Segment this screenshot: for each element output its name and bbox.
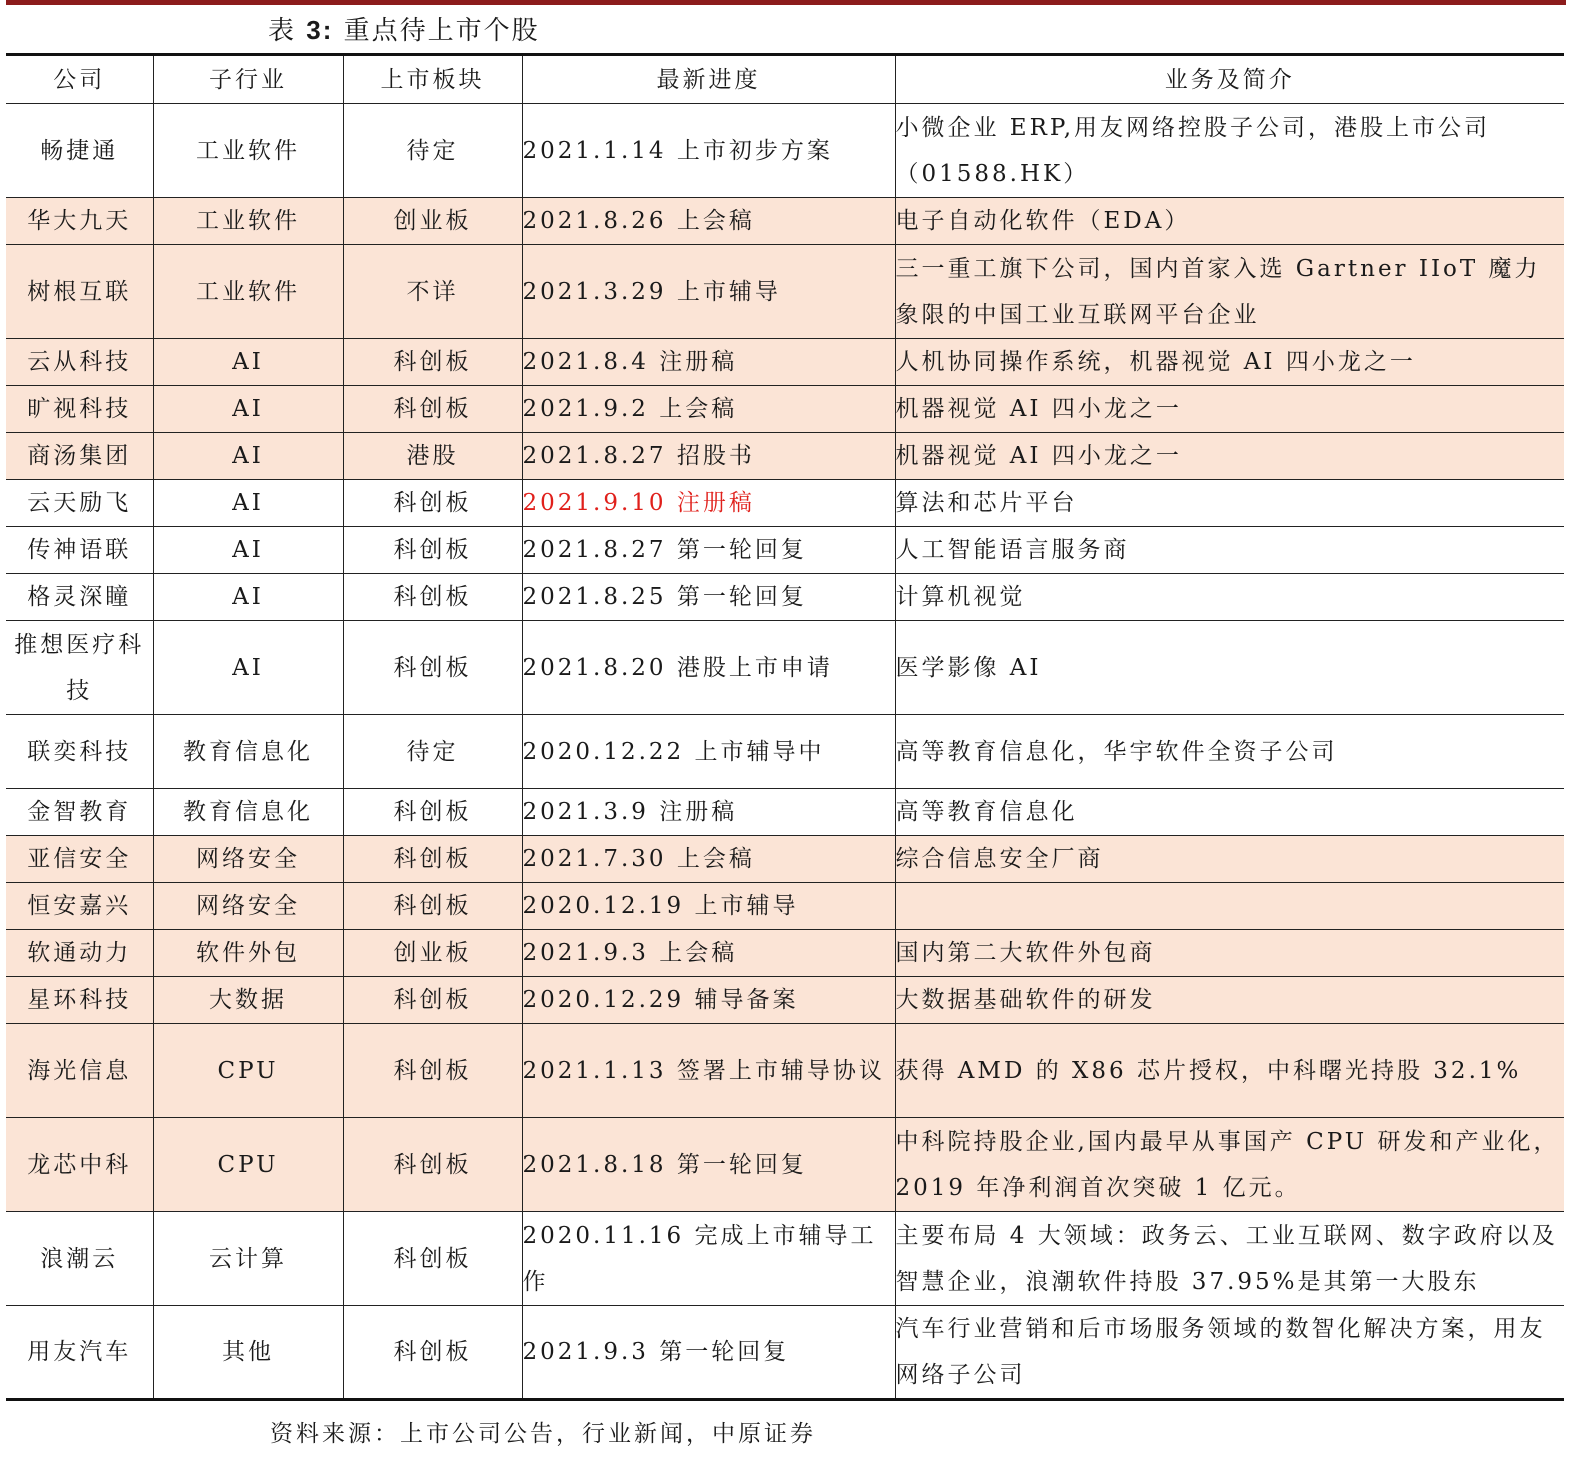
board-cell: 创业板	[343, 930, 522, 977]
company-cell: 海光信息	[6, 1024, 153, 1118]
company-cell: 云从科技	[6, 339, 153, 386]
progress-cell: 2020.12.19 上市辅导	[522, 883, 895, 930]
table-row	[6, 386, 1564, 433]
company-cell: 旷视科技	[6, 386, 153, 433]
board-cell: 待定	[343, 104, 522, 198]
progress-cell: 2020.11.16 完成上市辅导工作	[522, 1212, 895, 1306]
business-cell: 人工智能语言服务商	[895, 527, 1564, 574]
table-row	[6, 789, 1564, 836]
business-cell: 小微企业 ERP,用友网络控股子公司，港股上市公司（01588.HK）	[895, 104, 1564, 198]
company-cell: 云天励飞	[6, 480, 153, 527]
company-cell: 亚信安全	[6, 836, 153, 883]
progress-cell: 2021.8.18 第一轮回复	[522, 1118, 895, 1212]
progress-cell: 2021.8.20 港股上市申请	[522, 621, 895, 715]
table-row	[6, 339, 1564, 386]
table-row	[6, 977, 1564, 1024]
industry-cell: 网络安全	[153, 836, 343, 883]
board-cell: 科创板	[343, 1306, 522, 1400]
business-cell: 主要布局 4 大领域：政务云、工业互联网、数字政府以及智慧企业，浪潮软件持股 37.95%是其第一大股东	[895, 1212, 1564, 1306]
progress-cell: 2021.9.2 上会稿	[522, 386, 895, 433]
table-title	[268, 10, 540, 50]
business-cell	[895, 883, 1564, 930]
business-cell: 国内第二大软件外包商	[895, 930, 1564, 977]
source-note: 资料来源：上市公司公告，行业新闻，中原证券	[270, 1421, 816, 1447]
industry-cell: 网络安全	[153, 883, 343, 930]
business-cell: 电子自动化软件（EDA）	[895, 198, 1564, 245]
header-row	[6, 55, 1564, 104]
board-cell: 科创板	[343, 1212, 522, 1306]
business-cell: 计算机视觉	[895, 574, 1564, 621]
company-cell: 推想医疗科技	[6, 621, 153, 715]
progress-cell: 2021.8.4 注册稿	[522, 339, 895, 386]
company-cell: 用友汽车	[6, 1306, 153, 1400]
business-cell: 大数据基础软件的研发	[895, 977, 1564, 1024]
board-cell: 科创板	[343, 527, 522, 574]
company-cell: 格灵深瞳	[6, 574, 153, 621]
progress-cell-highlighted: 2021.9.10 注册稿	[522, 480, 895, 527]
progress-cell: 2021.1.14 上市初步方案	[522, 104, 895, 198]
table-row	[6, 836, 1564, 883]
industry-cell: 其他	[153, 1306, 343, 1400]
progress-cell: 2021.3.9 注册稿	[522, 789, 895, 836]
board-cell: 科创板	[343, 386, 522, 433]
board-cell: 不详	[343, 245, 522, 339]
business-cell: 人机协同操作系统，机器视觉 AI 四小龙之一	[895, 339, 1564, 386]
company-cell: 树根互联	[6, 245, 153, 339]
board-cell: 待定	[343, 715, 522, 789]
board-cell: 科创板	[343, 339, 522, 386]
company-cell: 商汤集团	[6, 433, 153, 480]
board-cell: 科创板	[343, 1024, 522, 1118]
table-row	[6, 715, 1564, 789]
header-business: 业务及简介	[895, 55, 1564, 104]
table-row	[6, 104, 1564, 198]
header-company: 公司	[6, 55, 153, 104]
business-cell: 获得 AMD 的 X86 芯片授权，中科曙光持股 32.1%	[895, 1024, 1564, 1118]
board-cell: 创业板	[343, 198, 522, 245]
table-row	[6, 433, 1564, 480]
board-cell: 科创板	[343, 836, 522, 883]
industry-cell: AI	[153, 386, 343, 433]
title-number: 3:	[306, 15, 334, 45]
industry-cell: AI	[153, 339, 343, 386]
company-cell: 软通动力	[6, 930, 153, 977]
industry-cell: AI	[153, 480, 343, 527]
business-cell: 医学影像 AI	[895, 621, 1564, 715]
business-cell: 机器视觉 AI 四小龙之一	[895, 386, 1564, 433]
ipo-stock-table	[6, 53, 1564, 1401]
table-row	[6, 527, 1564, 574]
table-row	[6, 1024, 1564, 1118]
industry-cell: 教育信息化	[153, 789, 343, 836]
industry-cell: 工业软件	[153, 198, 343, 245]
header-progress: 最新进度	[522, 55, 895, 104]
table-row	[6, 1118, 1564, 1212]
table-row	[6, 930, 1564, 977]
business-cell: 机器视觉 AI 四小龙之一	[895, 433, 1564, 480]
company-cell: 恒安嘉兴	[6, 883, 153, 930]
title-prefix: 表	[268, 16, 297, 46]
header-board: 上市板块	[343, 55, 522, 104]
company-cell: 龙芯中科	[6, 1118, 153, 1212]
industry-cell: 大数据	[153, 977, 343, 1024]
table-row	[6, 1306, 1564, 1400]
business-cell: 高等教育信息化	[895, 789, 1564, 836]
progress-cell: 2021.8.27 招股书	[522, 433, 895, 480]
company-cell: 传神语联	[6, 527, 153, 574]
industry-cell: 工业软件	[153, 104, 343, 198]
industry-cell: CPU	[153, 1118, 343, 1212]
industry-cell: AI	[153, 574, 343, 621]
top-rule	[6, 0, 1566, 5]
industry-cell: 教育信息化	[153, 715, 343, 789]
progress-cell: 2021.8.27 第一轮回复	[522, 527, 895, 574]
table-row	[6, 883, 1564, 930]
business-cell: 高等教育信息化，华宇软件全资子公司	[895, 715, 1564, 789]
business-cell: 三一重工旗下公司，国内首家入选 Gartner IIoT 魔力象限的中国工业互联网平台企业	[895, 245, 1564, 339]
industry-cell: 工业软件	[153, 245, 343, 339]
industry-cell: 软件外包	[153, 930, 343, 977]
board-cell: 科创板	[343, 883, 522, 930]
board-cell: 科创板	[343, 1118, 522, 1212]
table-row	[6, 574, 1564, 621]
industry-cell: AI	[153, 433, 343, 480]
board-cell: 科创板	[343, 621, 522, 715]
progress-cell: 2020.12.29 辅导备案	[522, 977, 895, 1024]
industry-cell: CPU	[153, 1024, 343, 1118]
table-row	[6, 621, 1564, 715]
table-row	[6, 245, 1564, 339]
company-cell: 金智教育	[6, 789, 153, 836]
progress-cell: 2021.9.3 上会稿	[522, 930, 895, 977]
progress-cell: 2021.3.29 上市辅导	[522, 245, 895, 339]
title-text: 重点待上市个股	[343, 16, 540, 46]
board-cell: 科创板	[343, 480, 522, 527]
progress-cell: 2020.12.22 上市辅导中	[522, 715, 895, 789]
progress-cell: 2021.8.25 第一轮回复	[522, 574, 895, 621]
board-cell: 科创板	[343, 574, 522, 621]
business-cell: 综合信息安全厂商	[895, 836, 1564, 883]
board-cell: 科创板	[343, 789, 522, 836]
progress-cell: 2021.8.26 上会稿	[522, 198, 895, 245]
company-cell: 浪潮云	[6, 1212, 153, 1306]
table-row	[6, 198, 1564, 245]
business-cell: 汽车行业营销和后市场服务领域的数智化解决方案，用友网络子公司	[895, 1306, 1564, 1400]
industry-cell: 云计算	[153, 1212, 343, 1306]
company-cell: 联奕科技	[6, 715, 153, 789]
table-row	[6, 1212, 1564, 1306]
business-cell: 中科院持股企业,国内最早从事国产 CPU 研发和产业化，2019 年净利润首次突破 1 亿元。	[895, 1118, 1564, 1212]
header-industry: 子行业	[153, 55, 343, 104]
company-cell: 星环科技	[6, 977, 153, 1024]
table-row	[6, 480, 1564, 527]
progress-cell: 2021.9.3 第一轮回复	[522, 1306, 895, 1400]
board-cell: 科创板	[343, 977, 522, 1024]
company-cell: 华大九天	[6, 198, 153, 245]
progress-cell: 2021.7.30 上会稿	[522, 836, 895, 883]
board-cell: 港股	[343, 433, 522, 480]
industry-cell: AI	[153, 621, 343, 715]
company-cell: 畅捷通	[6, 104, 153, 198]
progress-cell: 2021.1.13 签署上市辅导协议	[522, 1024, 895, 1118]
business-cell: 算法和芯片平台	[895, 480, 1564, 527]
industry-cell: AI	[153, 527, 343, 574]
